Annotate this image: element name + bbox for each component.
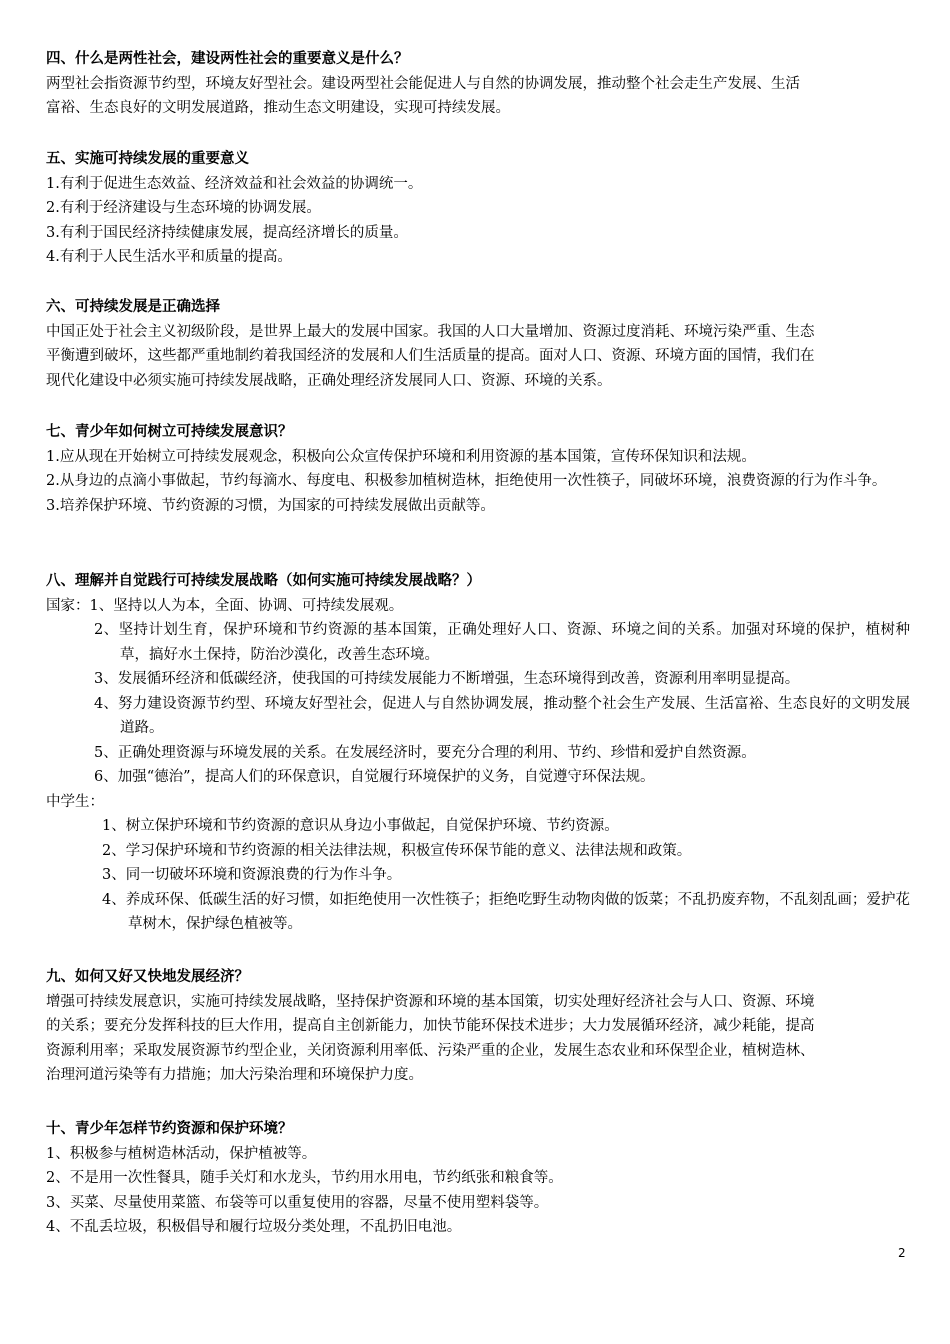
country-item: 4、努力建设资源节约型、环境友好型社会，促进人与自然协调发展，推动整个社会生产发展、生活富裕、生态良好的文明发展道路。 — [94, 695, 910, 736]
list-item: 4、不乱丢垃圾，积极倡导和履行垃圾分类处理，不乱扔旧电池。 — [46, 1219, 462, 1235]
section-4-line: 两型社会指资源节约型，环境友好型社会。建设两型社会能促进人与自然的协调发展，推动整个社会走生产发展、生活 — [46, 75, 800, 92]
section-4-line: 富裕、生态良好的文明发展道路，推动生态文明建设，实现可持续发展。 — [46, 100, 510, 116]
section-4-body — [46, 72, 910, 121]
list-item: 1.应从现在开始树立可持续发展观念，积极向公众宣传保护环境和利用资源的基本国策，宣传环保知识和法规。 — [46, 448, 756, 465]
page-number: 2 — [898, 1246, 906, 1260]
list-item: 2.有利于经济建设与生态环境的协调发展。 — [46, 200, 321, 216]
section-9-line: 的关系；要充分发挥科技的巨大作用，提高自主创新能力，加快节能环保技术进步；大力发展循环经济，减少耗能，提高 — [46, 1018, 815, 1034]
section-9-line: 资源利用率；采取发展资源节约型企业，关闭资源利用率低、污染严重的企业，发展生态农业和环保型企业，植树造林、 — [46, 1042, 815, 1059]
section-4 — [46, 47, 910, 121]
section-5-heading: 五、实施可持续发展的重要意义 — [46, 151, 249, 167]
student-item: 3、同一切破坏环境和资源浪费的行为作斗争。 — [102, 867, 402, 883]
list-item: 2.从身边的点滴小事做起，节约每滴水、每度电、积极参加植树造林，拒绝使用一次性筷子，同破坏环境，浪费资源的行为作斗争。 — [46, 473, 887, 489]
section-6-line: 现代化建设中必须实施可持续发展战略，正确处理经济发展同人口、资源、环境的关系。 — [46, 372, 612, 389]
section-9 — [46, 965, 910, 1088]
student-item: 4、养成环保、低碳生活的好习惯，如拒绝使用一次性筷子；拒绝吃野生动物肉做的饭菜；不乱扔废弃物，不乱刻乱画；爱护花草树木，保护绿色植被等。 — [102, 891, 910, 932]
list-item: 3.培养保护环境、节约资源的习惯，为国家的可持续发展做出贡献等。 — [46, 497, 495, 514]
section-8-heading: 八、理解并自觉践行可持续发展战略（如何实施可持续发展战略？） — [46, 573, 481, 589]
section-4-heading: 四、什么是两性社会，建设两性社会的重要意义是什么？ — [46, 51, 409, 67]
section-5 — [46, 147, 910, 270]
country-item: 6、加强“德治”，提高人们的环保意识，自觉履行环境保护的义务，自觉遵守环保法规。 — [94, 769, 655, 785]
list-item: 3、买菜、尽量使用菜篮、布袋等可以重复使用的容器，尽量不使用塑料袋等。 — [46, 1194, 549, 1211]
section-10 — [46, 1117, 910, 1240]
section-7 — [46, 420, 910, 518]
country-label-item: 国家：1、坚持以人为本，全面、协调、可持续发展观。 — [46, 597, 404, 614]
section-9-body — [46, 990, 910, 1088]
section-9-heading: 九、如何又好又快地发展经济？ — [46, 969, 249, 985]
list-item: 3.有利于国民经济持续健康发展，提高经济增长的质量。 — [46, 224, 408, 241]
list-item: 2、不是用一次性餐具，随手关灯和水龙头，节约用水用电，节约纸张和粮食等。 — [46, 1170, 563, 1186]
section-8 — [46, 569, 910, 937]
section-6 — [46, 295, 910, 393]
student-item: 1、树立保护环境和节约资源的意识从身边小事做起，自觉保护环境、节约资源。 — [102, 818, 619, 834]
section-9-line: 治理河道污染等有力措施；加大污染治理和环境保护力度。 — [46, 1067, 423, 1083]
list-item: 1、积极参与植树造林活动，保护植被等。 — [46, 1145, 317, 1162]
country-item: 3、发展循环经济和低碳经济，使我国的可持续发展能力不断增强，生态环境得到改善，资源利用率明显提高。 — [94, 671, 800, 687]
student-item: 2、学习保护环境和节约资源的相关法律法规，积极宣传环保节能的意义、法律法规和政策。 — [102, 842, 692, 859]
section-6-heading: 六、可持续发展是正确选择 — [46, 299, 220, 315]
student-label: 中学生： — [46, 793, 104, 810]
section-6-body — [46, 320, 910, 394]
country-item: 2、坚持计划生育，保护环境和节约资源的基本国策，正确处理好人口、资源、环境之间的关系。加强对环境的保护，植树种草，搞好水土保持，防治沙漠化，改善生态环境。 — [94, 622, 910, 663]
section-9-line: 增强可持续发展意识，实施可持续发展战略，坚持保护资源和环境的基本国策，切实处理好经济社会与人口、资源、环境 — [46, 993, 815, 1010]
section-10-heading: 十、青少年怎样节约资源和保护环境？ — [46, 1121, 293, 1137]
section-7-heading: 七、青少年如何树立可持续发展意识？ — [46, 424, 293, 440]
section-6-line: 中国正处于社会主义初级阶段，是世界上最大的发展中国家。我国的人口大量增加、资源过度消耗、环境污染严重、生态 — [46, 323, 815, 340]
list-item: 1.有利于促进生态效益、经济效益和社会效益的协调统一。 — [46, 175, 423, 192]
list-item: 4.有利于人民生活水平和质量的提高。 — [46, 249, 292, 265]
section-6-line: 平衡遭到破坏，这些都严重地制约着我国经济的发展和人们生活质量的提高。面对人口、资源、环境方面的国情，我们在 — [46, 348, 815, 364]
country-item: 5、正确处理资源与环境发展的关系。在发展经济时，要充分合理的利用、节约、珍惜和爱护自然资源。 — [94, 744, 756, 761]
